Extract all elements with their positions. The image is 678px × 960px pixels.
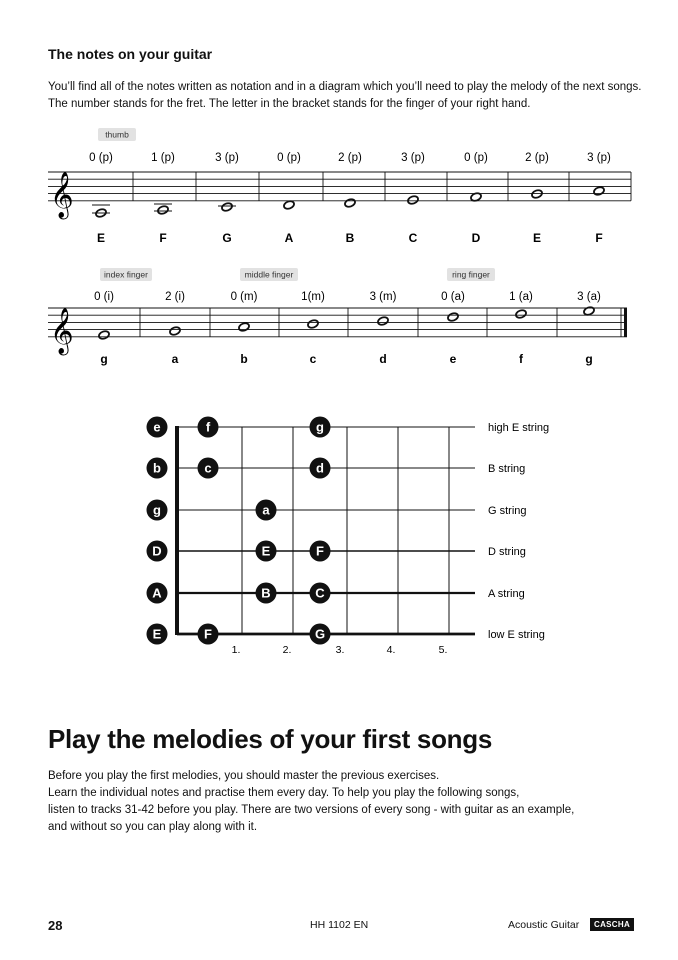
note-name: E (532, 231, 542, 245)
fret-label: 1(m) (301, 291, 325, 303)
publisher-logo: CASCHA (590, 918, 634, 931)
whole-note (447, 312, 459, 322)
note-name: G (222, 231, 232, 245)
finger-tag-label: thumb (105, 129, 129, 140)
staff-1 (48, 128, 631, 245)
fret-label: 2 (p) (525, 152, 549, 164)
note-name: C (408, 231, 418, 245)
note-name: B (345, 231, 355, 245)
fretboard (147, 417, 550, 657)
catalog-code: HH 1102 EN (310, 919, 369, 931)
fretted-note: G (314, 626, 326, 642)
string-name: high E string (488, 422, 550, 434)
staff-2 (48, 268, 627, 366)
note-name: D (471, 231, 481, 245)
fretted-note: d (316, 460, 324, 476)
string-name: low E string (488, 629, 545, 641)
string-name: B string (488, 463, 526, 475)
whole-note (238, 322, 250, 332)
fretted-note: g (316, 419, 324, 435)
fretted-note: B (261, 585, 271, 601)
fret-label: 1 (a) (509, 291, 533, 303)
string-name: G string (488, 505, 527, 517)
fret-label: 0 (p) (464, 152, 488, 164)
note-name: F (159, 231, 167, 245)
fret-label: 3 (a) (577, 291, 601, 303)
nut (175, 426, 179, 635)
treble-clef-icon: 𝄞 (50, 172, 74, 217)
fretted-note: f (205, 419, 211, 435)
body-paragraph (48, 768, 648, 836)
whole-note (98, 330, 110, 340)
open-string-note: b (153, 460, 161, 476)
string-name: A string (488, 588, 525, 600)
note-name: A (284, 231, 294, 245)
fret-label: 3 (p) (401, 152, 425, 164)
note-name: a (171, 352, 179, 366)
whole-note (407, 195, 419, 205)
section-heading: The notes on your guitar (48, 46, 213, 62)
finger-tag-label: index finger (104, 269, 148, 280)
finger-tag-label: middle finger (244, 269, 294, 280)
whole-note (307, 319, 319, 329)
fret-label: 0 (m) (230, 291, 258, 303)
fret-label: 2 (p) (338, 152, 362, 164)
fret-label: 1 (p) (151, 152, 175, 164)
main-title: Play the melodies of your first songs (48, 724, 493, 754)
page-number: 28 (48, 918, 63, 933)
fret-label: 0 (p) (89, 152, 113, 164)
open-string-note: D (152, 543, 162, 559)
final-bar-line-thick (624, 308, 627, 337)
open-string-note: A (152, 585, 162, 601)
fret-number: 3. (335, 644, 345, 656)
body-line: Learn the individual notes and practise them every day. To help you play the following songs, (48, 787, 520, 799)
whole-note (515, 309, 527, 319)
string-name: D string (488, 546, 526, 558)
intro-paragraph: You’ll find all of the notes written as notation and in a diagram which you’ll need to play the melody of the next songs. The number stands for the fret. The letter in the bracket stands for the finger of your right hand. (48, 81, 642, 110)
whole-note (283, 200, 295, 210)
fret-label: 0 (i) (94, 291, 114, 303)
note-name: f (519, 352, 523, 366)
fretted-note: c (204, 460, 212, 476)
notation-staves (0, 120, 678, 380)
treble-clef-icon: 𝄞 (50, 308, 74, 353)
fret-label: 3 (p) (587, 152, 611, 164)
whole-note (593, 186, 605, 196)
note-name: c (309, 352, 317, 366)
open-string-note: e (153, 419, 161, 435)
fretboard-diagram (0, 405, 678, 665)
whole-note (344, 198, 356, 208)
fret-number: 2. (282, 644, 292, 656)
finger-tag-label: ring finger (452, 269, 490, 280)
fretted-note: F (204, 626, 212, 642)
body-line: and without so you can play along with it. (48, 821, 258, 833)
open-string-note: E (152, 626, 162, 642)
body-line: Before you play the first melodies, you should master the previous exercises. (48, 770, 440, 782)
fret-label: 0 (a) (441, 291, 465, 303)
open-string-note: g (153, 502, 161, 518)
note-name: d (379, 352, 387, 366)
fret-number: 4. (386, 644, 396, 656)
fret-number: 1. (231, 644, 241, 656)
fret-label: 3 (p) (215, 152, 239, 164)
fret-label: 2 (i) (165, 291, 185, 303)
fretted-note: E (261, 543, 271, 559)
whole-note (583, 306, 595, 316)
fret-label: 3 (m) (369, 291, 397, 303)
whole-note (157, 205, 169, 215)
fretted-note: F (316, 543, 324, 559)
note-name: g (100, 352, 108, 366)
note-name: F (595, 231, 603, 245)
note-name: e (449, 352, 457, 366)
whole-note (221, 202, 233, 212)
note-name: E (96, 231, 106, 245)
fret-label: 0 (p) (277, 152, 301, 164)
fretted-note: a (262, 502, 270, 518)
book-title: Acoustic Guitar (508, 919, 580, 931)
note-name: g (585, 352, 593, 366)
whole-note (169, 326, 181, 336)
note-name: b (240, 352, 248, 366)
fretted-note: C (315, 585, 325, 601)
whole-note (377, 316, 389, 326)
fret-number: 5. (438, 644, 448, 656)
body-line: listen to tracks 31-42 before you play. There are two versions of every song - with guitar as an example, (48, 804, 575, 816)
